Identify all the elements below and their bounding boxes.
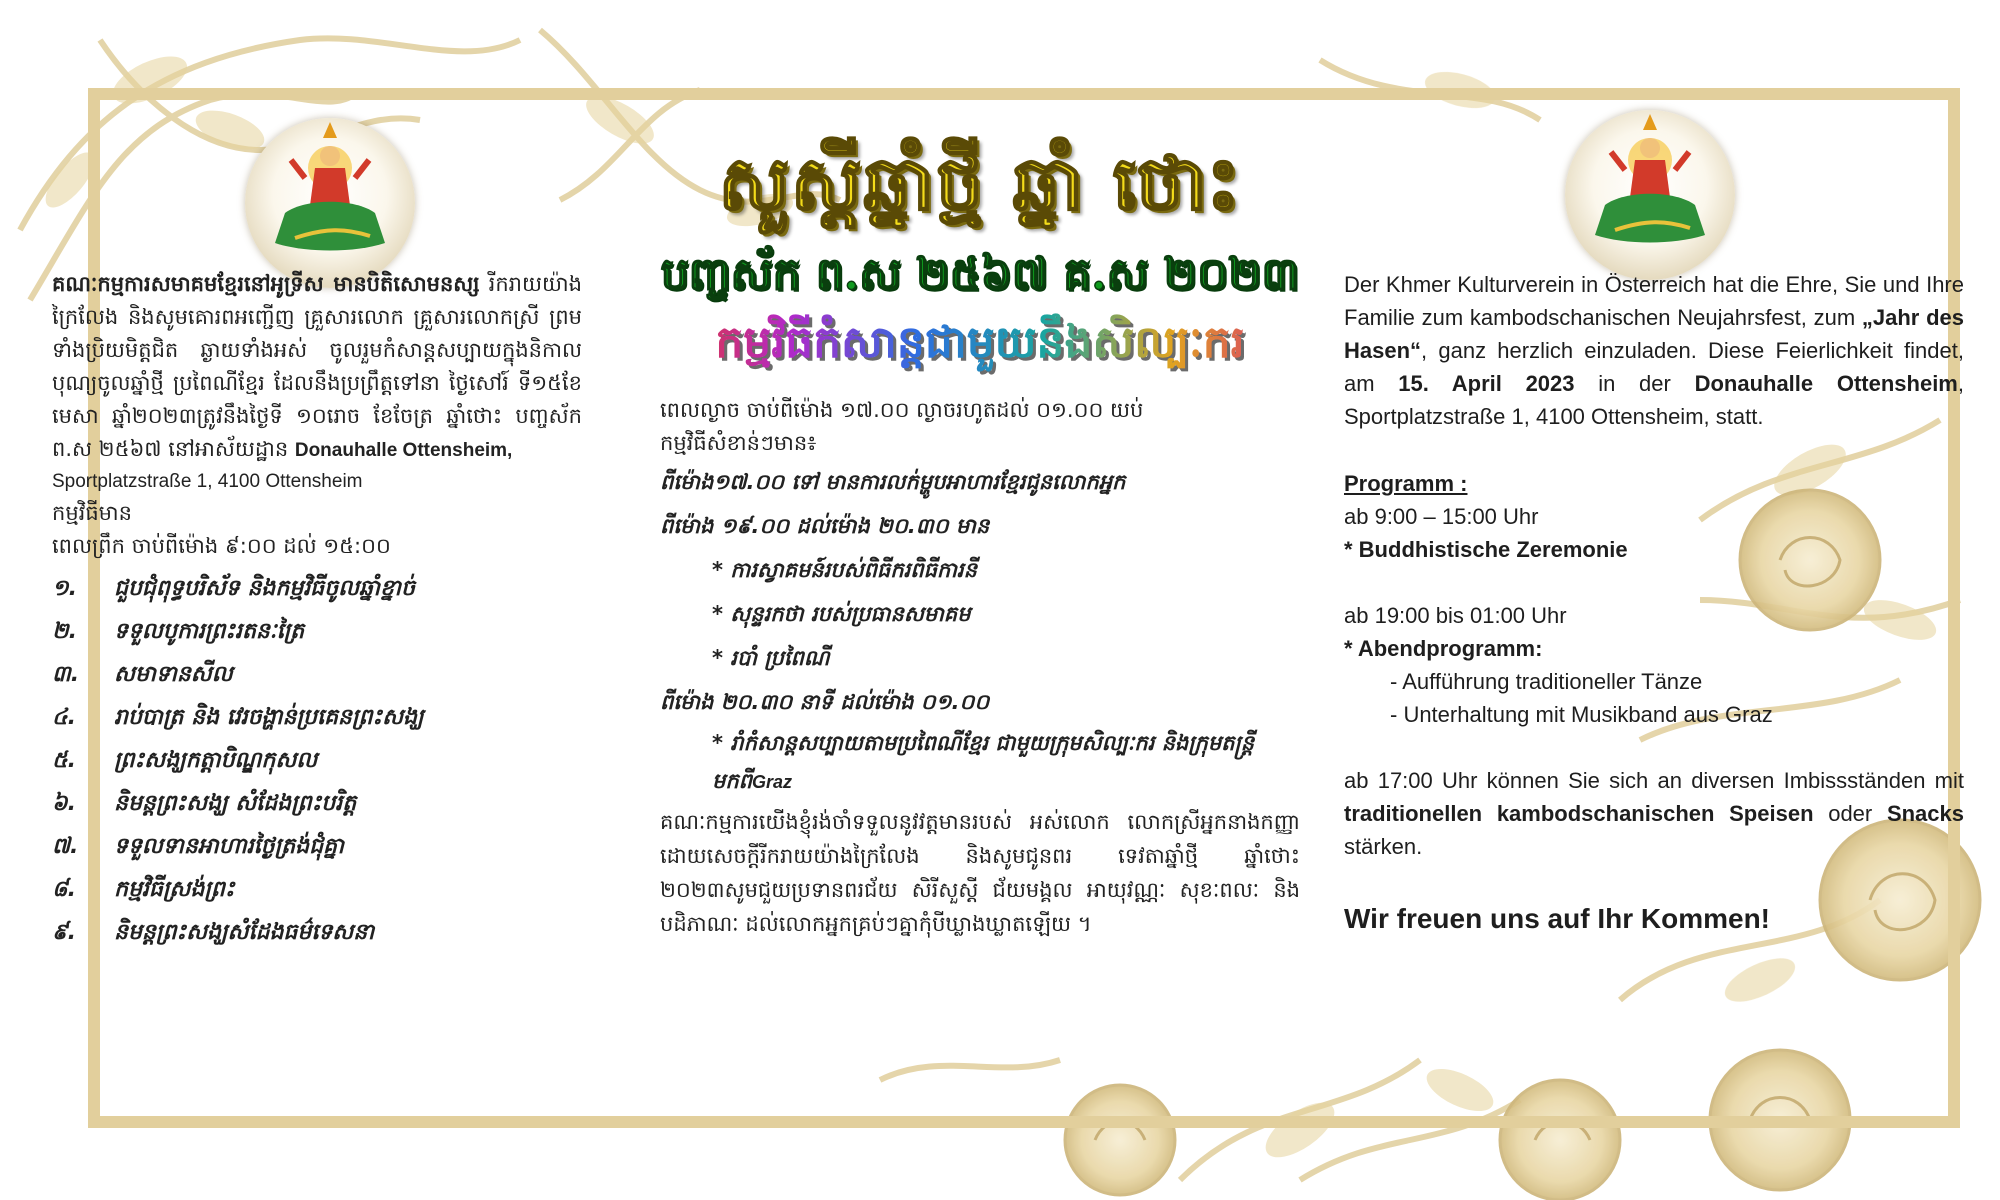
bullet-item: * ការស្វាគមន៍របស់ពិធីករពិធីការនី <box>712 558 977 582</box>
invitation-text: រីករាយយ៉ាង ក្រៃលែង និងសូមគោរពអញ្ជើញ គ្រួសារលោក គ្រួសារលោកស្រី ព្រម ទាំងប្រិយមិត្តជិត ឆ្ងាយទាំងអស់ ចូលរួមកំសាន្តសប្បាយក្នុងនិកាល បុណ្យចូលឆ្នាំថ្មី ប្រពៃណីខ្មែរ ដែលនឹងប្រព្រឹត្តទៅនា ថ្ងៃសៅរ៍ ទី១៥ខែមេសា ឆ្នាំ២០២៣ត្រូវនឹងថ្ងៃទី ១០រោច ខែចែត្រ ឆ្នាំថោះ បញ្ចស័ក ព.ស ២៥៦៧ នៅអាស័យដ្ឋាន <box>52 272 582 461</box>
morning-time-de: ab 9:00 – 15:00 Uhr <box>1344 504 1539 529</box>
apsara-figure-icon <box>1565 110 1735 280</box>
khmer-invitation-column <box>52 268 582 954</box>
food-paragraph-de: ab 17:00 Uhr können Sie sich an diversen Imbissständen mit traditionellen kambodschanischen Speisen oder Snacks stärken. <box>1344 768 1964 859</box>
morning-time: ពេលព្រឹក ចាប់ពីម៉ោង ៩:០០ ដល់ ១៥:០០ <box>52 534 391 558</box>
committee-name: គណៈកម្មការសមាគមខ្មែរនៅអូទ្រីស មានបិតិសោមនស្ស <box>52 272 480 296</box>
apsara-figure-icon <box>245 118 415 288</box>
venue-name-de: Donauhalle Ottensheim <box>1694 371 1958 396</box>
dance-description: * រាំកំសាន្តសប្បាយតាមប្រពៃណីខ្មែរ ជាមួយក្រុមសិល្បៈករ និងក្រុមតន្រ្តីមកពីGraz <box>712 731 1255 793</box>
list-item: ៣. សមាទានសីល <box>52 662 233 687</box>
program-heading: Programm : <box>1344 471 1468 496</box>
entertainment-title: កម្មវិធីកំសាន្តជាមួយនឹងសិល្បៈករ <box>660 308 1300 378</box>
evening-time-de: ab 19:00 bis 01:00 Uhr <box>1344 603 1567 628</box>
year-subtitle: បញ្ចស័ក ព.ស ២៥៦៧ គ.ស ២០២៣ <box>660 249 1300 300</box>
morning-program-list <box>52 567 582 954</box>
list-item: ២. ទទួលបូការព្រះរតនៈត្រៃ <box>52 619 305 644</box>
bullet-item: * របាំ ប្រពៃណី <box>712 646 830 670</box>
list-item: ៥. ព្រះសង្ឃកត្តាបិណ្ឌកុសល <box>52 748 318 773</box>
evening-label-de: * Abendprogramm: <box>1344 636 1543 661</box>
list-item: ៦. និមន្តព្រះសង្ឃ សំដែងព្រះបរិត្ត <box>52 791 357 816</box>
german-invitation-paragraph: Der Khmer Kulturverein in Österreich hat die Ehre, Sie und Ihre Familie zum kambodschanischen Neujahrsfest, zum „Jahr des Hasen“, ganz herzlich einzuladen. Diese Feierlichkeit findet, am 15. April 2023 in der Donauhalle Ottensheim, Sportplatzstraße 1, 4100 Ottensheim, statt. <box>1344 272 1965 429</box>
dance-time-line: ពីម៉ោង ២០.៣០ នាទី ដល់ម៉ោង ០១.០០ <box>660 690 990 714</box>
program-label: កម្មវិធីមាន <box>52 501 132 525</box>
list-item: ៤. រាប់បាត្រ និង វេរចង្ហាន់ប្រគេនព្រះសង្ឃ <box>52 705 424 730</box>
venue-name: Donauhalle Ottensheim, <box>294 440 513 461</box>
food-sale-line: ពីម៉ោង១៧.០០ ទៅ មានការលក់ម្ហូបអាហារខ្មែរជូនលោកអ្នក <box>660 470 1126 494</box>
khmer-program-column <box>660 134 1300 941</box>
german-invitation-column <box>1344 268 1964 935</box>
list-item: ៩. និមន្តព្រះសង្ឃសំដែងធម៌ទេសនា <box>52 920 375 945</box>
new-year-title: សួស្តីឆ្នាំថ្មី ឆ្នាំ ថោះ <box>718 141 1242 227</box>
main-program-label: កម្មវិធីសំខាន់ៗមាន៖ <box>660 431 817 455</box>
morning-item-de: * Buddhistische Zeremonie <box>1344 537 1628 562</box>
apsara-medallion-left <box>245 118 415 288</box>
evening-item-de: - Unterhaltung mit Musikband aus Graz <box>1390 702 1773 727</box>
list-item: ១. ជួបជុំពុទ្ធបរិស័ទ និងកម្មវិធីចូលឆ្នាំខ្នាច់ <box>52 576 415 601</box>
list-item: ៨. កម្មវិធីស្រង់ព្រះ <box>52 877 235 902</box>
closing-line-de: Wir freuen uns auf Ihr Kommen! <box>1344 903 1771 934</box>
evening-time: ពេលល្ងាច ចាប់ពីម៉ោង ១៧.០០ ល្ងាចរហូតដល់ ០១.០០ យប់ <box>660 398 1144 422</box>
bullet-item: * សុន្ទរកថា របស់ប្រធានសមាគម <box>712 602 971 626</box>
khmer-invitation-paragraph <box>52 268 582 467</box>
apsara-medallion-right <box>1565 110 1735 280</box>
venue-address: Sportplatzstraße 1, 4100 Ottensheim <box>52 471 363 492</box>
event-date: 15. April 2023 <box>1398 371 1575 396</box>
closing-blessing: គណៈកម្មការយើងខ្ញុំរង់ចាំទទួលនូវវត្តមានរបស់ អស់លោក លោកស្រីអ្នកនាងកញ្ញា ដោយសេចក្តីរីករាយយ៉ាងក្រៃលែង និងសូមជូនពរ ទេវតាឆ្នាំថ្មី ឆ្នាំថោះ ២០២៣សូមជួយប្រទានពរជ័យ សិរីសួស្តី ជ័យមង្គល អាយុវណ្ណៈ សុខៈពលៈ និងបដិភាណៈ ដល់លោកអ្នកគ្រប់ៗគ្នាកុំបីឃ្លាងឃ្លាតឡើយ ។ <box>660 810 1300 936</box>
year-of-rabbit: „Jahr des Hasen“ <box>1344 305 1965 363</box>
list-item: ៧. ទទួលទានអាហារថ្ងៃត្រង់ជុំគ្នា <box>52 834 344 859</box>
evening-item-de: - Aufführung traditioneller Tänze <box>1390 669 1703 694</box>
ceremony-time-line: ពីម៉ោង ១៩.០០ ដល់ម៉ោង ២០.៣០ មាន <box>660 514 990 538</box>
